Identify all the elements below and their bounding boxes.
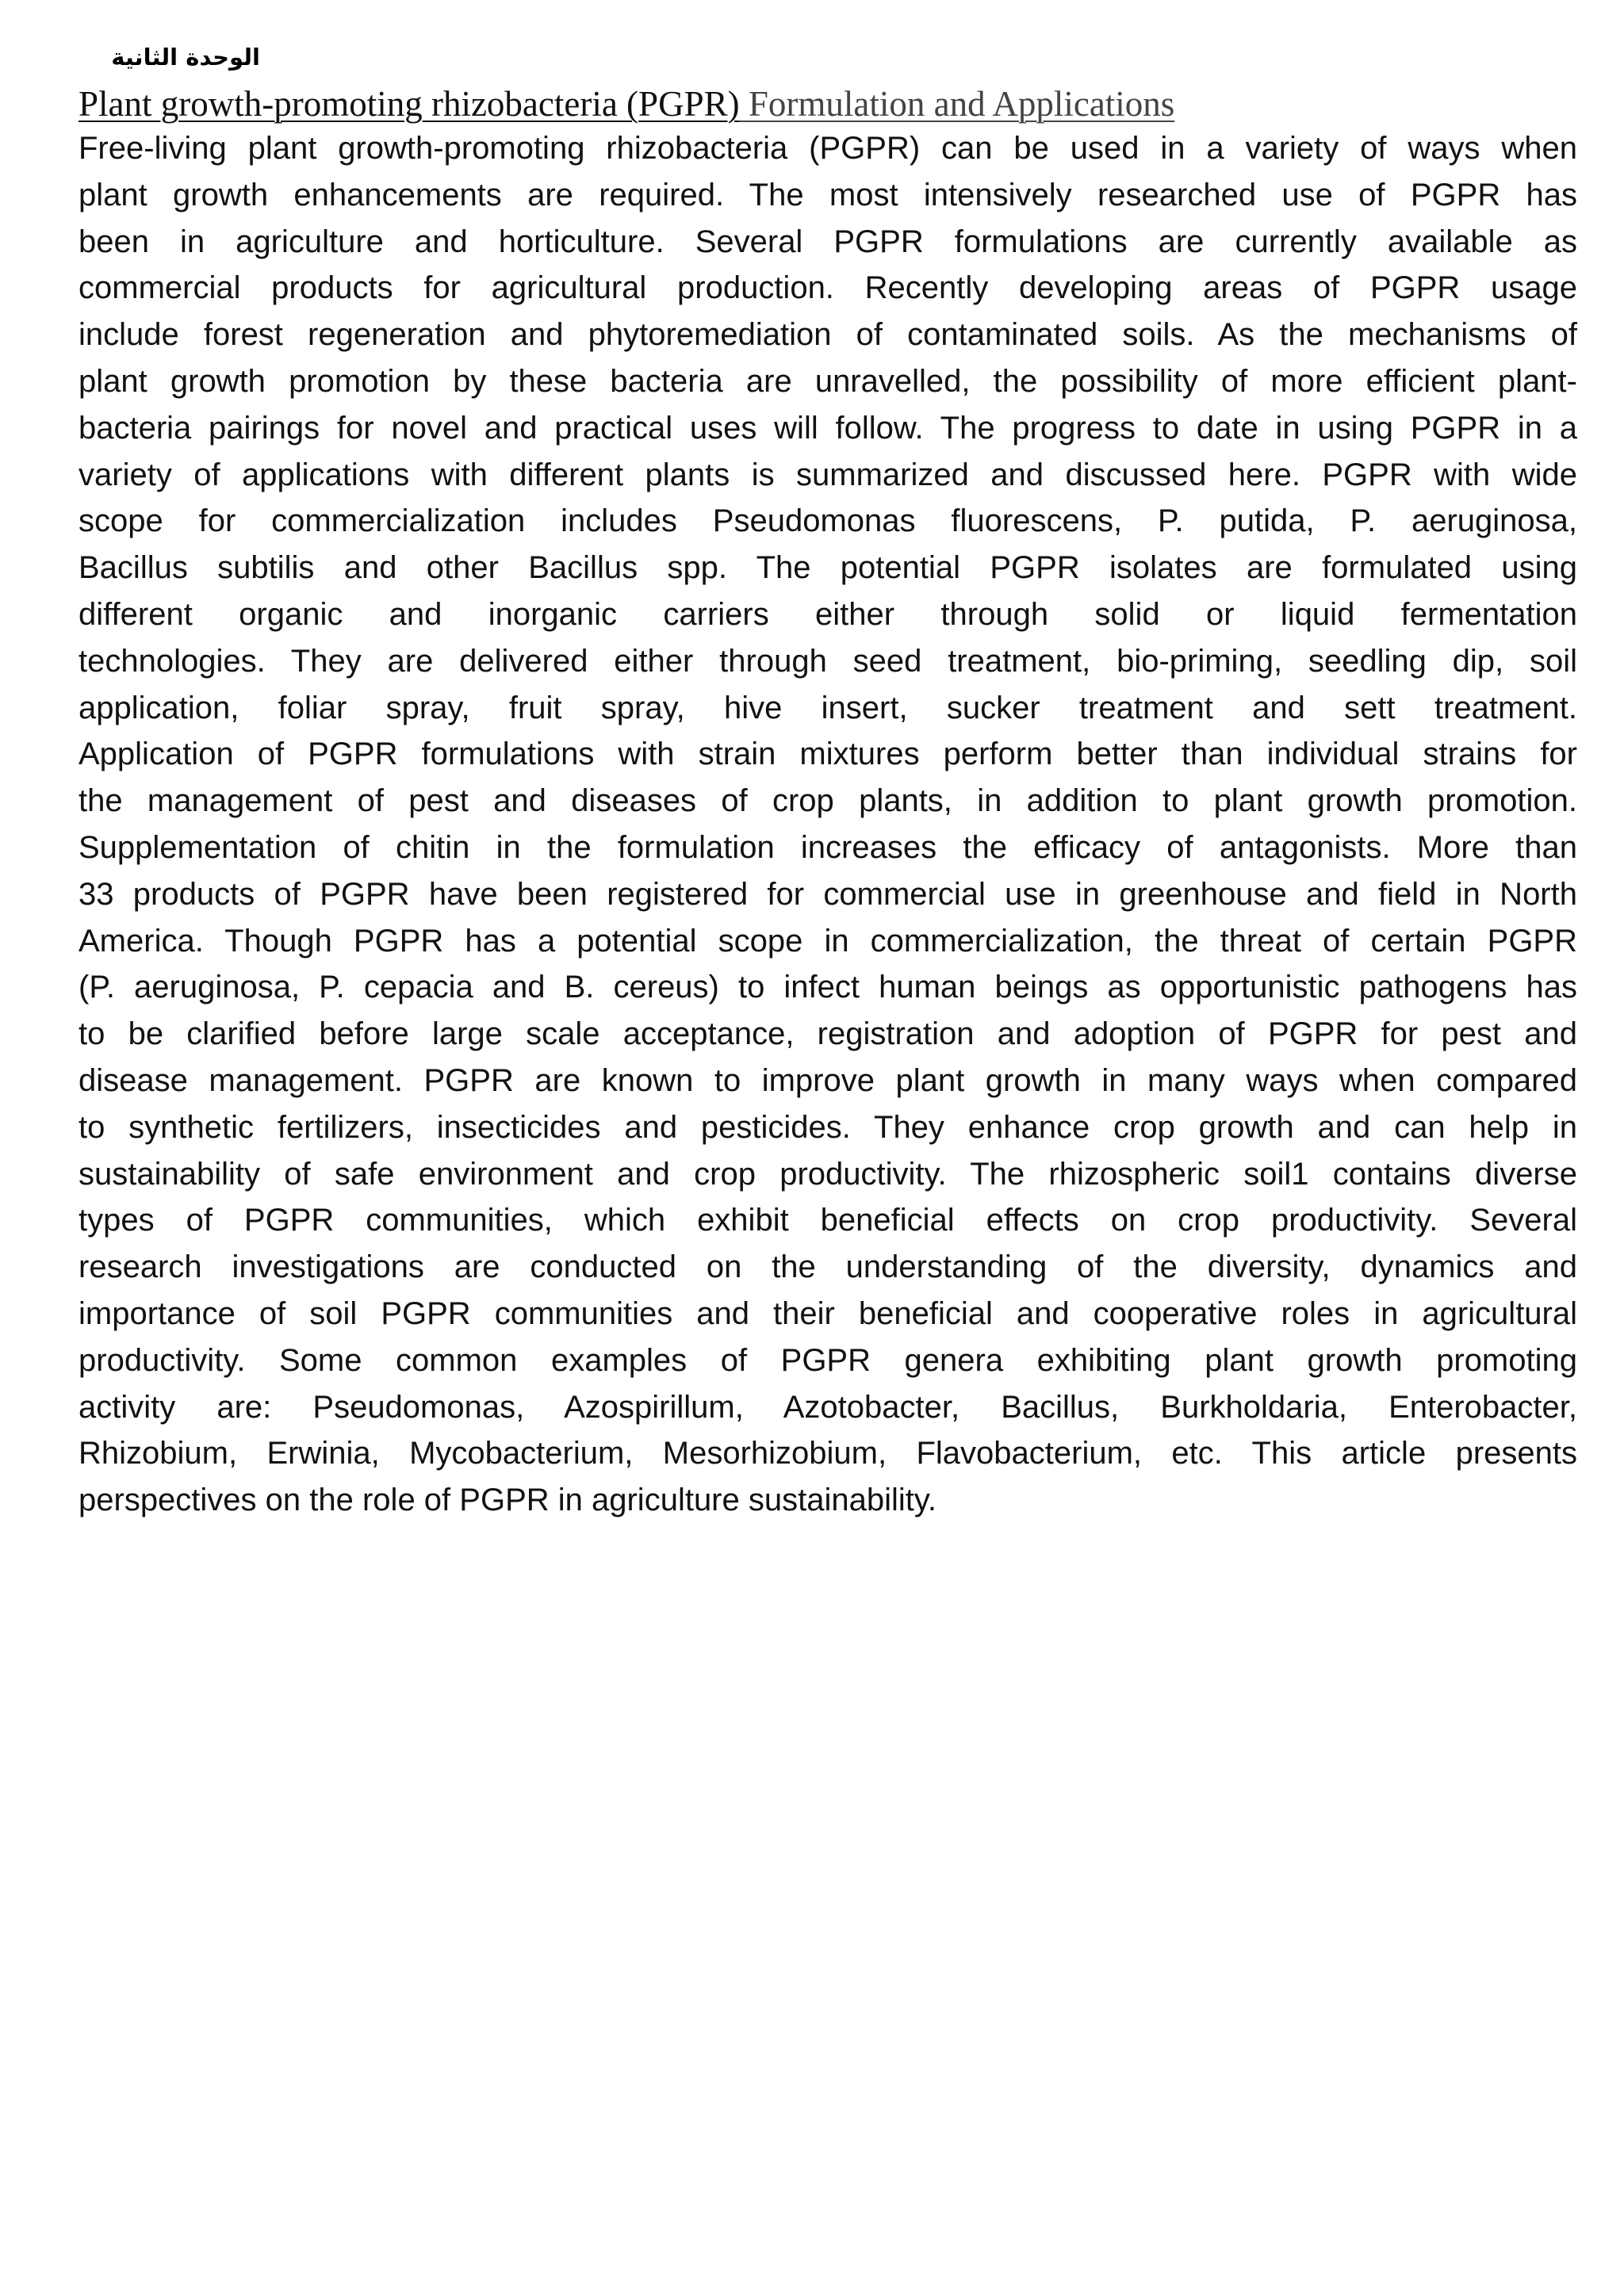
text-line: (P. aeruginosa, P. cepacia and B. cereus) to infect human beings as opportunistic pathogens has — [79, 970, 1577, 1005]
text-line: commercial products for agricultural production. Recently developing areas of PGPR usage — [79, 270, 1577, 306]
text-line: the management of pest and diseases of crop plants, in addition to plant growth promotion. — [79, 783, 1577, 819]
text-line: to be clarified before large scale acceptance, registration and adoption of PGPR for pest and — [79, 1016, 1577, 1052]
text-line: plant growth enhancements are required. The most intensively researched use of PGPR has — [79, 177, 1577, 212]
text-line: Application of PGPR formulations with strain mixtures perform better than individual strains for — [79, 737, 1577, 772]
text-line: importance of soil PGPR communities and their beneficial and cooperative roles in agricultural — [79, 1295, 1577, 1331]
text-line: to synthetic fertilizers, insecticides and pesticides. They enhance crop growth and can help in — [79, 1109, 1577, 1145]
text-line: disease management. PGPR are known to improve plant growth in many ways when compared — [79, 1062, 1577, 1098]
text-line: types of PGPR communities, which exhibit beneficial effects on crop productivity. Several — [79, 1203, 1577, 1238]
body-paragraph — [79, 125, 1577, 1524]
text-line: plant growth promotion by these bacteria are unravelled, the possibility of more efficient plant- — [79, 363, 1577, 399]
text-line: Bacillus subtilis and other Bacillus spp. The potential PGPR isolates are formulated using — [79, 550, 1577, 586]
text-line: Rhizobium, Erwinia, Mycobacterium, Mesorhizobium, Flavobacterium, etc. This article presents — [79, 1436, 1577, 1471]
text-line: include forest regeneration and phytoremediation of contaminated soils. As the mechanisms of — [79, 317, 1577, 353]
text-line: application, foliar spray, fruit spray, hive insert, sucker treatment and sett treatment. — [79, 690, 1577, 725]
document-title — [79, 80, 1585, 128]
text-line: 33 products of PGPR have been registered for commercial use in greenhouse and field in North — [79, 876, 1577, 912]
text-line: perspectives on the role of PGPR in agriculture sustainability. — [79, 1483, 937, 1518]
text-line: bacteria pairings for novel and practical uses will follow. The progress to date in using PGPR in a — [79, 410, 1577, 446]
text-line: technologies. They are delivered either through seed treatment, bio-priming, seedling dip, soil — [79, 643, 1577, 679]
text-line: productivity. Some common examples of PGPR genera exhibiting plant growth promoting — [79, 1342, 1577, 1378]
unit-heading: الوحدة الثانية — [111, 44, 260, 71]
text-line: variety of applications with different plants is summarized and discussed here. PGPR with wide — [79, 457, 1577, 492]
text-line: different organic and inorganic carriers either through solid or liquid fermentation — [79, 596, 1577, 632]
text-line: been in agriculture and horticulture. Several PGPR formulations are currently available as — [79, 224, 1577, 259]
title-main: Plant growth-promoting rhizobacteria (PGPR) — [79, 84, 740, 124]
text-line: activity are: Pseudomonas, Azospirillum, Azotobacter, Bacillus, Burkholdaria, Enterobacter, — [79, 1389, 1577, 1425]
text-line: sustainability of safe environment and crop productivity. The rhizospheric soil1 contains diverse — [79, 1156, 1577, 1192]
text-line: scope for commercialization includes Pseudomonas fluorescens, P. putida, P. aeruginosa, — [79, 503, 1577, 539]
text-line: Free-living plant growth-promoting rhizobacteria (PGPR) can be used in a variety of ways when — [79, 131, 1577, 166]
text-line: Supplementation of chitin in the formulation increases the efficacy of antagonists. More than — [79, 829, 1577, 865]
text-line: research investigations are conducted on the understanding of the diversity, dynamics and — [79, 1249, 1577, 1285]
text-line: America. Though PGPR has a potential scope in commercialization, the threat of certain PGPR — [79, 923, 1577, 959]
title-subtitle: Formulation and Applications — [739, 84, 1175, 124]
